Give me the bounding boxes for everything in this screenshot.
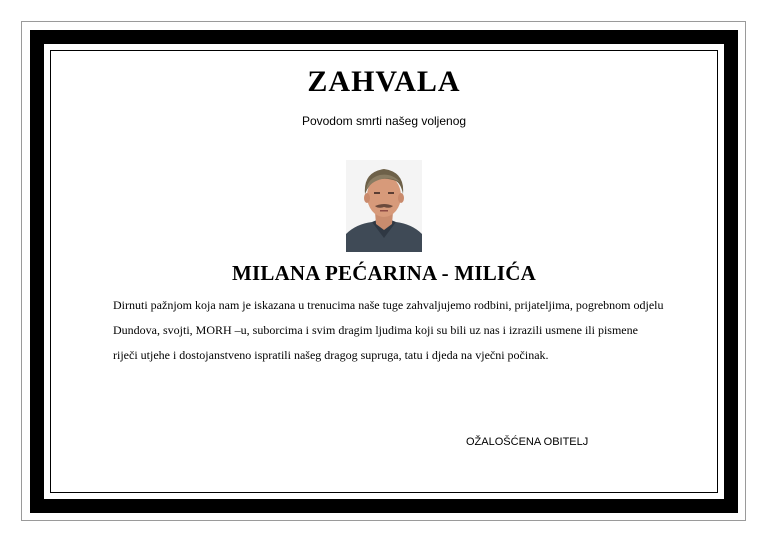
notice-title: ZAHVALA: [307, 65, 461, 98]
thanks-line-1: Dirnuti pažnjom koja nam je iskazana u trenucima naše tuge zahvaljujemo rodbini, prijateljima, pogrebnom odjelu: [113, 298, 664, 312]
family-signature: OŽALOŠĆENA OBITELJ: [466, 436, 589, 448]
thanks-line-2: Dundova, svojti, MORH –u, suborcima i svim dragim ljudima koji su bili uz nas i izrazili usmene ili pismene: [113, 323, 638, 337]
thanks-paragraph: [113, 293, 713, 368]
deceased-name: MILANA PEĆARINA - MILIĆA: [231, 261, 537, 285]
thanks-line-3: riječi utjehe i dostojanstveno ispratili našeg dragog supruga, tatu i djeda na vječni počinak.: [113, 348, 549, 362]
notice-subtitle: Povodom smrti našeg voljenog: [301, 114, 467, 128]
portrait-photo: [346, 160, 422, 252]
